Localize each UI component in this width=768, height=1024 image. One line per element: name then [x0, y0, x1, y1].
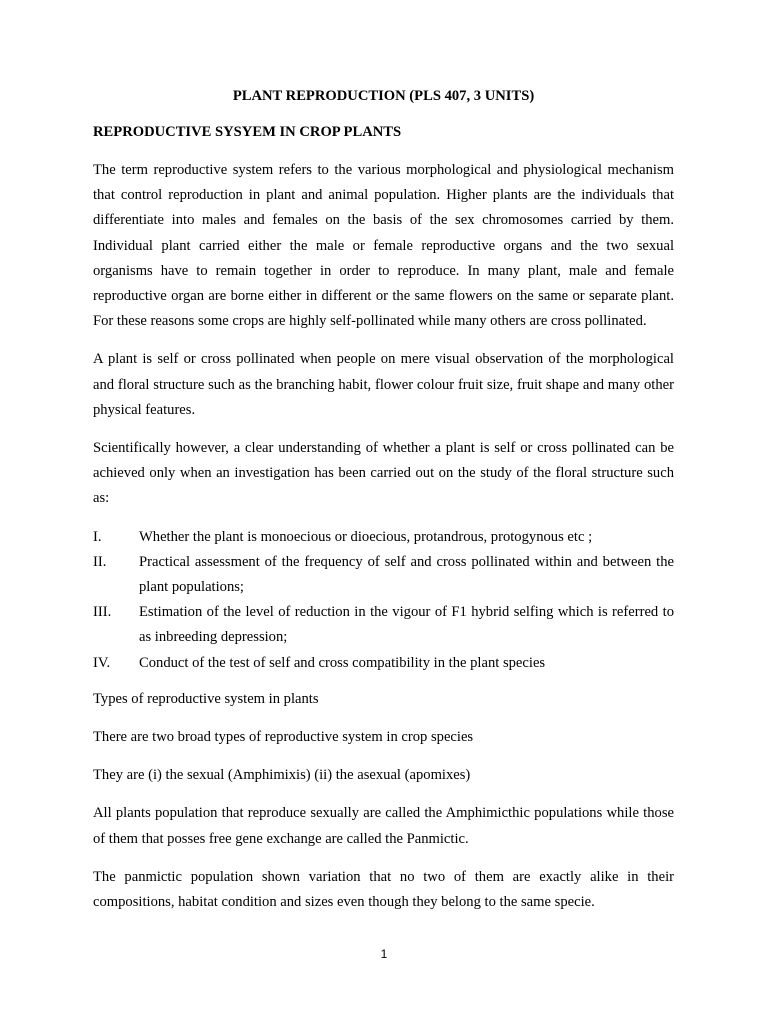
list-item-number: I. [93, 528, 102, 545]
criteria-list [93, 525, 674, 676]
section-heading: REPRODUCTIVE SYSYEM IN CROP PLANTS [93, 124, 402, 140]
paragraph-visual-observation: A plant is self or cross pollinated when people on mere visual observation of the morphological and floral structure such as the branching habit, flower colour fruit size, fruit shape and many other physical features. [93, 351, 674, 418]
list-item-text: Practical assessment of the frequency of self and cross pollinated within and between the plant populations; [139, 553, 674, 596]
document-page [93, 86, 674, 928]
paragraph-amphimictic: All plants population that reproduce sexually are called the Amphimicthic populations while those of them that posses free gene exchange are called the Panmictic. [93, 805, 674, 847]
list-item-number: II. [93, 553, 107, 570]
list-item-text: Conduct of the test of self and cross compatibility in the plant species [139, 654, 546, 671]
list-item [93, 651, 674, 676]
paragraph-scientific-understanding: Scientifically however, a clear understanding of whether a plant is self or cross pollinated can be achieved only when an investigation has been carried out on the study of the floral structure such as: [93, 440, 674, 507]
list-item [93, 600, 674, 650]
list-item [93, 525, 674, 550]
list-item-text: Whether the plant is monoecious or dioecious, protandrous, protogynous etc ; [139, 528, 593, 545]
document-title: PLANT REPRODUCTION (PLS 407, 3 UNITS) [232, 88, 535, 104]
broad-types-line: There are two broad types of reproductive system in crop species [93, 729, 474, 746]
types-enumeration-line: They are (i) the sexual (Amphimixis) (ii) the asexual (apomixes) [93, 767, 471, 784]
list-item-text: Estimation of the level of reduction in the vigour of F1 hybrid selfing which is referred to as inbreeding depression; [139, 604, 674, 646]
paragraph-reproductive-system: The term reproductive system refers to the various morphological and physiological mechanism that control reproduction in plant and animal population. Higher plants are the individuals that differentiate into males and females on the basis of the sex chromosomes carried by them. Individual plant carried either the male or female reproductive organs and the two sexual organisms have to remain together in order to reproduce. In many plant, male and female reproductive organ are borne either in different or the same flowers on the same or separate plant. For these reasons some crops are highly self-pollinated while many others are cross pollinated. [93, 162, 674, 330]
page-number: 1 [380, 947, 388, 961]
paragraph-panmictic: The panmictic population shown variation that no two of them are exactly alike in their compositions, habitat condition and sizes even though they belong to the same specie. [93, 868, 674, 911]
types-heading: Types of reproductive system in plants [93, 690, 319, 707]
list-item [93, 550, 674, 600]
list-item-number: III. [93, 604, 112, 621]
list-item-number: IV. [93, 654, 111, 671]
